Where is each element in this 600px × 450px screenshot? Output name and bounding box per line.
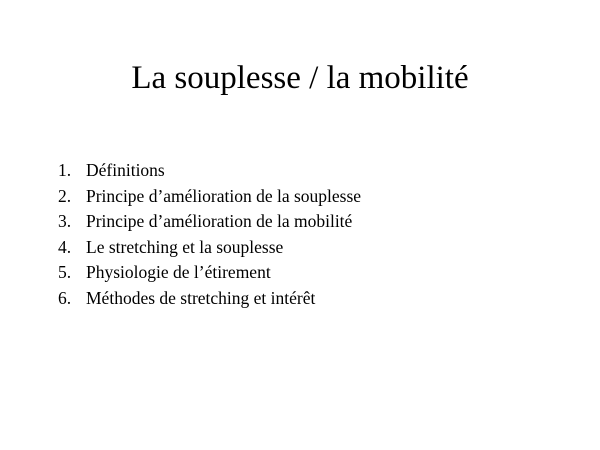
list-item	[58, 286, 361, 312]
list-item-number: 4.	[58, 236, 72, 257]
list-item-label: Physiologie de l’étirement	[86, 262, 271, 282]
slide-title: La souplesse / la mobilité	[131, 60, 469, 96]
list-item	[58, 158, 361, 184]
list-item-number: 3.	[58, 211, 72, 231]
list-item	[58, 209, 361, 235]
list-item-label: Définitions	[86, 160, 165, 180]
list-item	[58, 235, 361, 261]
list-item-number: 2.	[58, 185, 72, 206]
list-item-label: Principe d’amélioration de la mobilité	[86, 211, 353, 231]
list-item-number: 1.	[58, 160, 72, 180]
list-item-label: Le stretching et la souplesse	[86, 236, 284, 257]
list-item	[58, 184, 361, 210]
list-item-number: 5.	[58, 262, 72, 282]
list-item	[58, 260, 361, 286]
list-item-label: Méthodes de stretching et intérêt	[86, 287, 316, 308]
list-item-label: Principe d’amélioration de la souplesse	[86, 185, 362, 206]
agenda-list	[58, 158, 361, 311]
list-item-number: 6.	[58, 287, 72, 308]
